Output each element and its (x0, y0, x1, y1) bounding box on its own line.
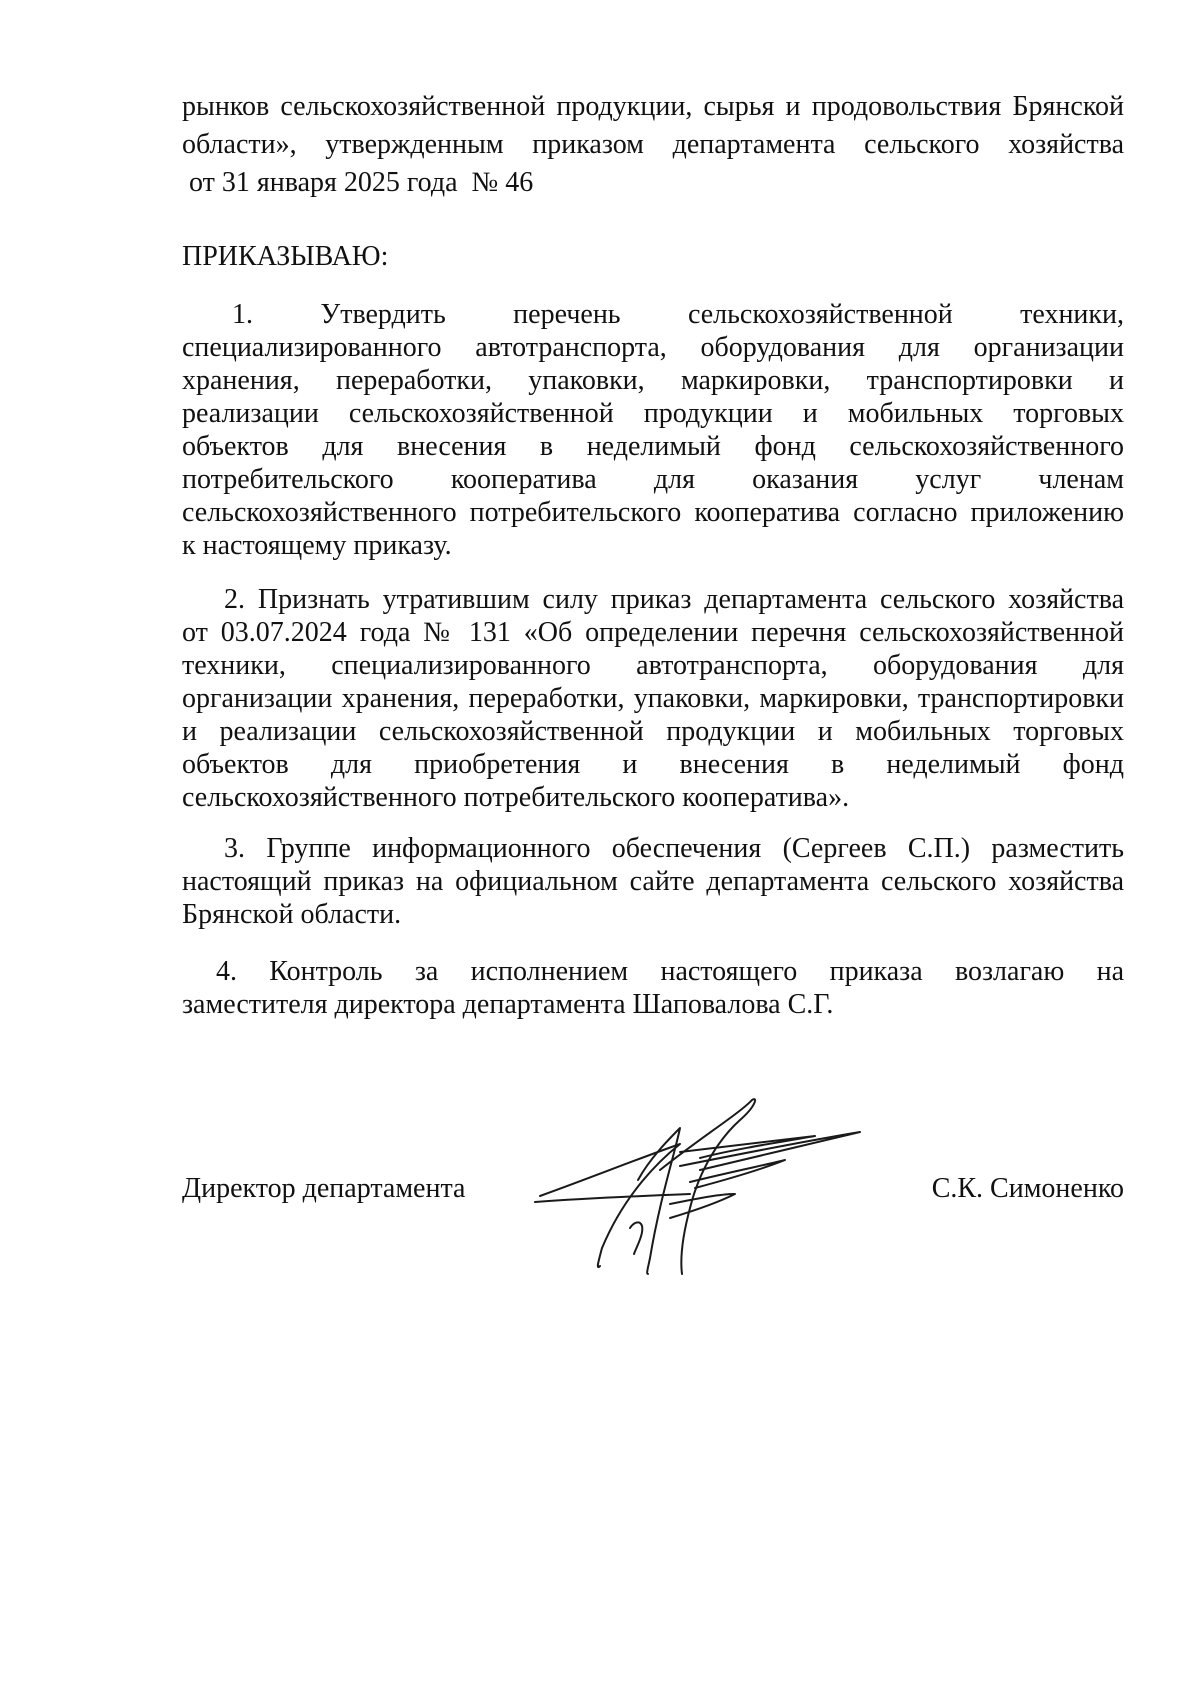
item3-line: 3. Группе информационного обеспечения (Сергеев С.П.) разместить (224, 833, 1124, 864)
signature-stroke (660, 1099, 755, 1274)
intro-line-1: рынков сельскохозяйственной продукции, сырья и продовольствия Брянской (182, 91, 1124, 122)
item2-line: и реализации сельскохозяйственной продукции и мобильных торговых (182, 716, 1124, 747)
order-item-1 (182, 298, 1124, 562)
item1-line: реализации сельскохозяйственной продукции и мобильных торговых (182, 398, 1124, 429)
handwritten-signature-icon (530, 1098, 890, 1278)
signature-stroke (638, 1128, 680, 1274)
item2-line: техники, специализированного автотранспорта, оборудования для (182, 650, 1124, 681)
item2-line: от 03.07.2024 года № 131 «Об определении перечня сельскохозяйственной (182, 617, 1124, 648)
item3-line: Брянской области. (182, 899, 402, 930)
item1-line: специализированного автотранспорта, оборудования для организации (182, 332, 1124, 363)
item4-line: 4. Контроль за исполнением настоящего приказа возлагаю на (216, 956, 1124, 987)
intro-paragraph (182, 88, 1124, 202)
item1-line: сельскохозяйственного потребительского кооператива согласно приложению (182, 497, 1124, 528)
order-heading: ПРИКАЗЫВАЮ: (182, 241, 389, 272)
signature-stroke (670, 1194, 735, 1218)
signature-stroke (690, 1160, 785, 1188)
intro-line-2: области», утвержденным приказом департамента сельского хозяйства (182, 129, 1124, 160)
order-item-4 (182, 955, 1124, 1021)
order-item-3 (182, 832, 1124, 931)
item3-line: настоящий приказ на официальном сайте департамента сельского хозяйства (182, 866, 1124, 897)
item1-line: к настоящему приказу. (182, 530, 452, 561)
item2-line: организации хранения, переработки, упаковки, маркировки, транспортировки (182, 683, 1124, 714)
order-item-2 (182, 583, 1124, 814)
item1-line: потребительского кооператива для оказания услуг членам (182, 464, 1124, 495)
item4-line: заместителя директора департамента Шаповалова С.Г. (182, 989, 834, 1020)
signatory-role: Директор департамента (182, 1173, 466, 1204)
item1-line: хранения, переработки, упаковки, маркировки, транспортировки и (182, 365, 1124, 396)
item1-line: 1. Утвердить перечень сельскохозяйственной техники, (232, 299, 1124, 330)
item2-line: 2. Признать утратившим силу приказ департамента сельского хозяйства (224, 584, 1124, 615)
signature-stroke (630, 1222, 642, 1254)
item2-line: объектов для приобретения и внесения в неделимый фонд (182, 749, 1124, 780)
signature-stroke (535, 1194, 690, 1202)
intro-line-3: от 31 января 2025 года № 46 (182, 167, 534, 198)
item2-line: сельскохозяйственного потребительского кооператива». (182, 782, 850, 813)
signature-stroke (540, 1144, 680, 1267)
item1-line: объектов для внесения в неделимый фонд сельскохозяйственного (182, 431, 1124, 462)
signatory-name: С.К. Симоненко (931, 1173, 1124, 1204)
